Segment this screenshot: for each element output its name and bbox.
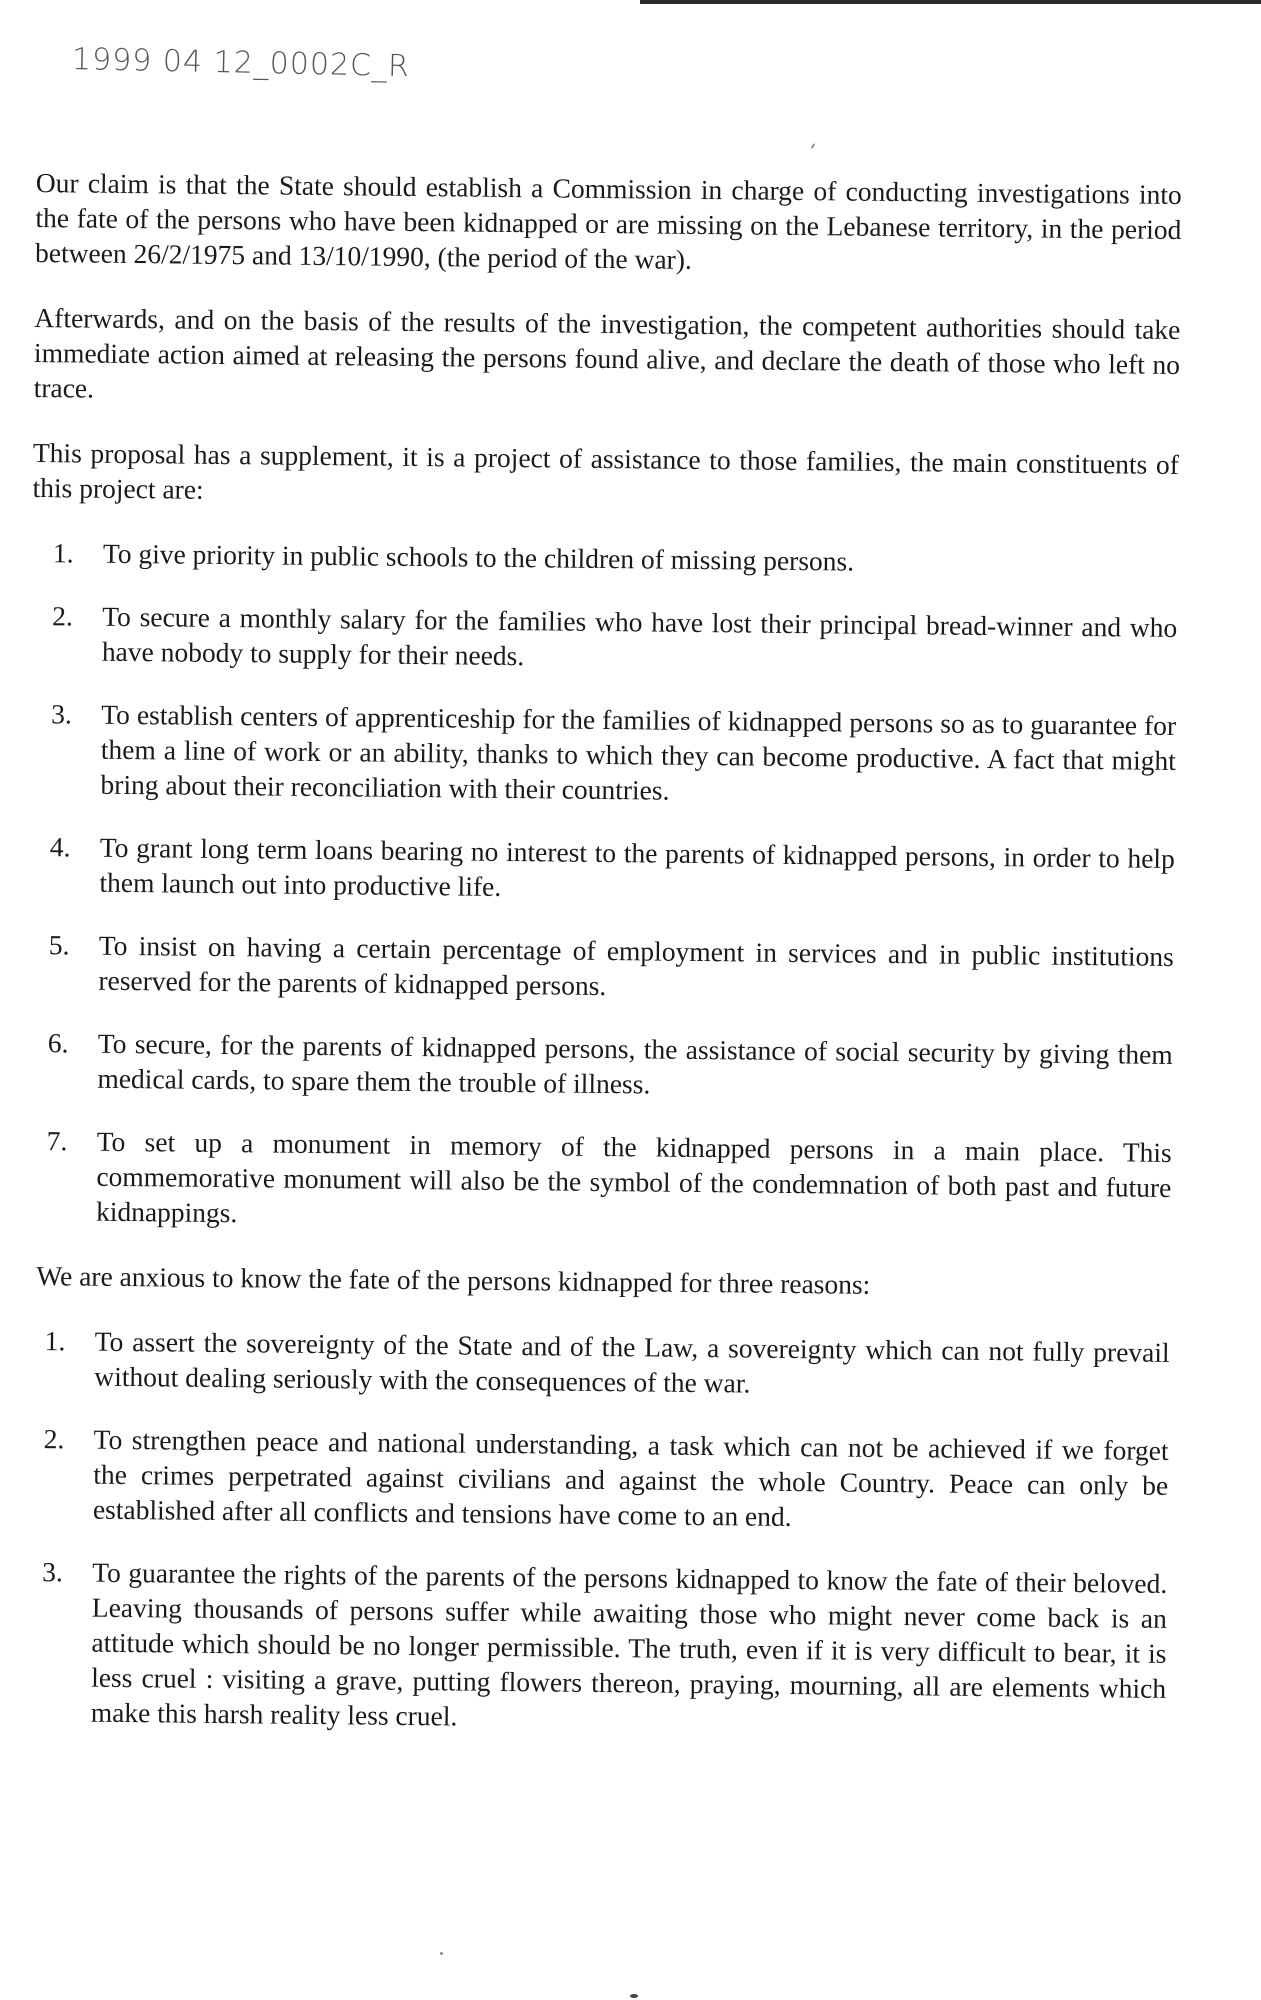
claim-paragraph: Our claim is that the State should establish a Commission in charge of conducting investigations into the fate of the persons who have been kidnapped or are missing on the Lebanese territory, in the period between 26/2/1975 and 13/10/1990, (the period of the war). — [34, 166, 1182, 275]
reasons-list — [20, 1323, 1170, 1741]
list-item-number: 3. — [51, 698, 73, 730]
supplement-paragraph: This proposal has a supplement, it is a project of assistance to those families, the main constituents of this project are: — [32, 436, 1180, 505]
handwritten-reference-number: 1999 04 12_0002C_R — [71, 42, 411, 85]
list-item-text: To grant long term loans bearing no interest to the parents of kidnapped persons, in order to help them launch out into productive life. — [99, 831, 1175, 902]
list-item — [31, 598, 1178, 680]
list-item-text: To establish centers of apprenticeship for the families of kidnapped persons so as to guarantee for them a line of work or an ability, thanks to which they can become productive. A fact that might bring about their reconciliation with their countries. — [100, 698, 1177, 806]
list-item-number: 5. — [48, 929, 70, 961]
list-item — [29, 696, 1176, 813]
list-item-number: 2. — [43, 1423, 65, 1455]
list-item-number: 1. — [44, 1325, 66, 1357]
scan-speck — [440, 1952, 443, 1955]
list-item — [26, 1025, 1173, 1107]
list-item-number: 4. — [49, 831, 71, 863]
list-item — [22, 1421, 1169, 1538]
list-item-text: To insist on having a certain percentage of employment in services and in public institutions reserved for the parents of kidnapped persons. — [98, 929, 1174, 1002]
list-item-number: 6. — [47, 1027, 69, 1059]
scan-speck — [810, 143, 815, 149]
list-item-number: 2. — [52, 600, 74, 632]
document-body — [19, 165, 1182, 1771]
list-item-number: 7. — [46, 1125, 68, 1157]
list-item-text: To secure, for the parents of kidnapped persons, the assistance of social security by giving them medical cards, to spare them the trouble of illness. — [97, 1027, 1173, 1100]
list-item-text: To secure a monthly salary for the families who have lost their principal bread-winner and who have nobody to supply for their needs. — [101, 600, 1178, 672]
list-item-text: To assert the sovereignty of the State and of the Law, a sovereignty which can not fully prevail without dealing seriously with the consequences of the war. — [94, 1325, 1170, 1399]
list-item — [25, 1123, 1172, 1240]
list-item — [28, 829, 1175, 911]
list-item-text: To strengthen peace and national understanding, a task which can not be achieved if we forget the crimes perpetrated against civilians and against the whole Country. Peace can only be established after all conflicts and tensions have come to an end. — [92, 1423, 1169, 1532]
list-item — [32, 535, 1178, 582]
action-paragraph: Afterwards, and on the basis of the results of the investigation, the competent authorities should take immediate action aimed at releasing the persons found alive, and declare the death of those who left no trace. — [33, 301, 1181, 404]
list-item-number: 1. — [52, 537, 74, 569]
list-item-number: 3. — [42, 1556, 64, 1588]
list-item-text: To give priority in public schools to the children of missing persons. — [102, 537, 855, 577]
reasons-intro-paragraph: We are anxious to know the fate of the persons kidnapped for three reasons: — [36, 1260, 871, 1300]
scan-edge-mark — [640, 0, 1261, 4]
list-item — [27, 927, 1174, 1009]
scan-speck — [630, 1994, 638, 1998]
list-item — [23, 1323, 1170, 1405]
list-item — [20, 1554, 1168, 1741]
list-item-text: To set up a monument in memory of the kidnapped persons in a main place. This commemorative monument will also be the symbol of the condemnation of both past and future kidnappings. — [95, 1125, 1172, 1229]
assistance-list — [25, 535, 1178, 1240]
list-item-text: To guarantee the rights of the parents of the persons kidnapped to know the fate of their beloved. Leaving thousands of persons suffer while awaiting those who might never come back is an attitude which should be no longer permissible. The truth, even if it is very difficult to bear, it is less cruel : visiting a grave, putting flowers thereon, praying, mourning, all are elements which make this harsh reality less cruel. — [90, 1556, 1168, 1732]
